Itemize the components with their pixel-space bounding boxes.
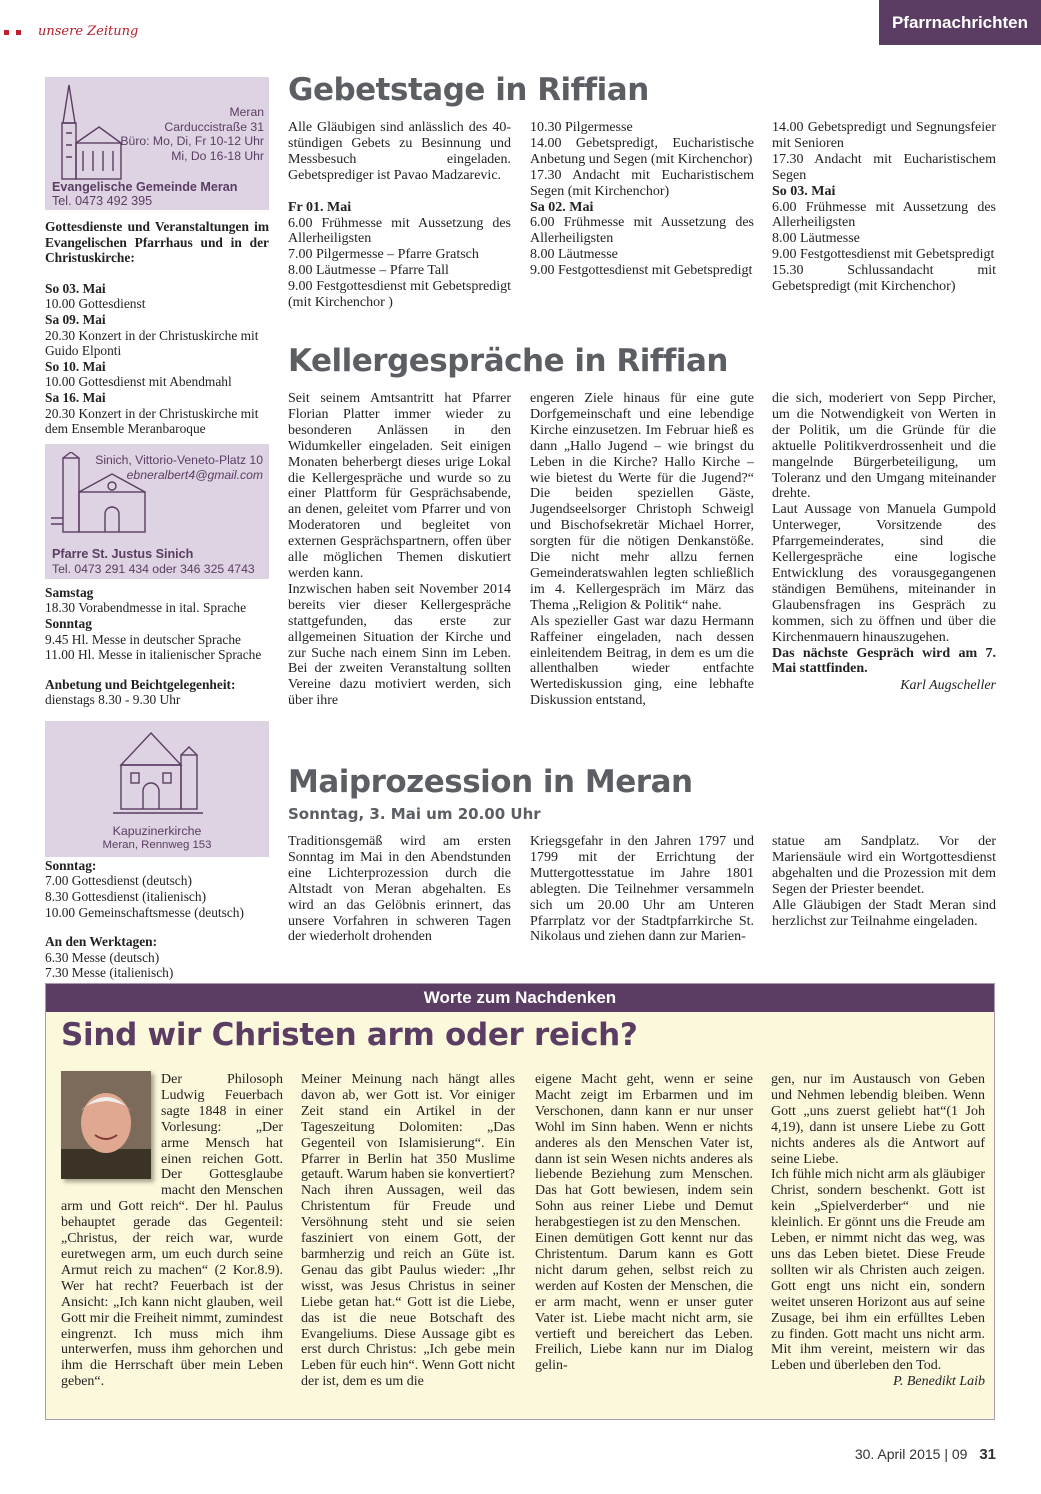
schedule-item: 20.30 Konzert in der Christuskirche mit Guido Elponti xyxy=(45,327,259,359)
article-paragraph: engeren Ziele hinaus für eine gute Dorfgemeinschaft und eine lebendige Kirche einzusetzen. Im Februar hieß es dann „Hallo Jugend – wie bringst du Leben in die Kirche? Hallo Kirche – wie bietest du Werte für die Jugend?“ Die beiden speziellen Gäste, Jugendseelsorger Christoph Schweigl und Bischofsekretär Michael Horrer, sorgten für die nötigen Denkanstöße. Die nicht mehr allzu fernen Gemeinderatswahlen legten schließlich im 4. Kellergespräch im März das Thema „Religion & Politik“ nahe. xyxy=(530,391,754,613)
schedule-day: Sonntag xyxy=(45,615,92,631)
article-subtitle: Sonntag, 3. Mai um 20.00 Uhr xyxy=(288,805,541,823)
article-kellergespraeche xyxy=(288,343,996,743)
parish-phone: Tel. 0473 492 395 xyxy=(52,194,153,208)
article-column xyxy=(772,120,996,295)
article-paragraph: Traditionsgemäß wird am ersten Sonntag im Mai in den Abendstunden eine Lichterprozession durch die Altstadt von Meran abgehalten. Es wird an das Gelöbnis erinnert, das unsere Vorfahren in schweren Tagen der wiederholt drohenden xyxy=(288,834,511,945)
schedule-kapuziner xyxy=(45,858,269,981)
box-title: Sind wir Christen arm oder reich? xyxy=(61,1017,638,1053)
footer xyxy=(800,1446,996,1463)
article-paragraph: Einen demütigen Gott kennt nur das Christentum. Darum kann es Gott nicht darum gehen, selbst reich zu werden auf Kosten der Menschen, die er arm macht, wenn er unser guter Vater ist. Liebe macht nicht arm, sie vertieft und bereichert das Leben. Freilich, Liebe kann nur im Dialog gelin- xyxy=(535,1231,753,1374)
article-title: Maiprozession in Meran xyxy=(288,764,693,800)
schedule-item: 18.30 Vorabendmesse in ital. Sprache xyxy=(45,600,247,616)
article-gebetstage xyxy=(288,72,996,322)
article-paragraph: Inzwischen haben seit November 2014 bereits vier dieser Kellergespräche stattgefunden, das erste zur allgemeinen Situation der Kirche und zur Suche nach einem Sinn im Leben. Bei der zweiten Veranstaltung sollten Vereine dazu motiviert werden, sich über ihre xyxy=(288,581,511,709)
article-title: Gebetstage in Riffian xyxy=(288,72,649,108)
schedule-item: 9.00 Festgottesdienst mit Gebetspredigt xyxy=(530,263,753,279)
article-author: Karl Augscheller xyxy=(900,678,996,694)
schedule-day: Sonntag: xyxy=(45,857,97,873)
schedule-day: Sa 16. Mai xyxy=(45,389,106,405)
schedule-day: So 10. Mai xyxy=(45,358,106,374)
logo-mark xyxy=(16,30,21,35)
parish-name: Kapuzinerkirche xyxy=(112,823,202,838)
article-paragraph: Kriegsgefahr in den Jahren 1797 und 1799 mit der Errichtung der Muttergottesstatue im Jahre 1801 ablegten. Die Teilnehmer versammeln sich um 20.00 Uhr am Unteren Pfarrplatz vor der Stadtpfarrkirche St. Nikolaus und ziehen dann zur Marien- xyxy=(530,834,754,945)
schedule-item: 10.00 Gottesdienst xyxy=(45,296,146,312)
schedule-item: 9.00 Festgottesdienst mit Gebetspredigt (mit Kirchenchor ) xyxy=(288,279,511,311)
article-maiprozession xyxy=(288,764,996,964)
parish-name: Evangelische Gemeinde Meran xyxy=(52,180,238,194)
email-line: ebneralbert4@gmail.com xyxy=(126,467,263,482)
schedule-item: 17.30 Andacht mit Eucharistischem Segen xyxy=(772,151,996,183)
article-column xyxy=(530,120,754,279)
parish-address: Meran, Rennweg 153 xyxy=(102,838,212,851)
address-line: Carduccistraße 31 xyxy=(164,119,264,134)
schedule-item: 10.00 Gemeinschaftsmesse (deutsch) xyxy=(45,904,244,920)
footer-date: 30. April 2015 | 09 xyxy=(854,1446,968,1462)
article-paragraph: Ich fühle mich nicht arm als gläubiger Christ, sondern beschenkt. Gott ist kein „Spielverderber“ und nie kleinlich. Er gönnt uns die Freude am Leben, er nimmt nicht das weg, was uns das Leben bietet. Diese Freude sollten wir als Christen auch zeigen. Gott engt uns nicht ein, sondern weitet unseren Horizont aus auf seine Zusage, bei ihm ein erfülltes Leben zu finden. Gott macht uns nicht arm. Mit ihm vereint, meistern wir das Leben und überleben den Tod. xyxy=(771,1167,985,1374)
article-paragraph: Alle Gläubigen sind anlässlich des 40-stündigen Gebets zu Besinnung und Messbesuch eingeladen. Gebetsprediger ist Pavao Madzarevic. xyxy=(288,120,511,183)
church-icon xyxy=(113,725,203,817)
address-line: Meran xyxy=(229,105,264,119)
schedule-day: An den Werktagen: xyxy=(45,934,158,950)
schedule-day: Sa 02. Mai xyxy=(530,199,594,215)
article-paragraph: gen, nur im Austausch von Geben und Nehmen lebendig bleiben. Wenn Gott „uns zuerst geliebt hat“(1 Joh 4,19), dann ist unsere Liebe zu Gott nichts anderes als die Antwort auf seine Liebe. xyxy=(771,1072,985,1167)
box-column xyxy=(61,1072,283,1390)
schedule-item: 14.00 Gebetspredigt und Segnungsfeier mit Senioren xyxy=(772,120,996,151)
article-author: P. Benedikt Laib xyxy=(893,1374,985,1390)
logo-mark xyxy=(4,30,9,35)
article-paragraph: Das nächste Gespräch wird am 7. Mai stattfinden. xyxy=(772,645,996,677)
article-paragraph: Meiner Meinung nach hängt alles davon ab, wer Gott ist. Vor einiger Zeit stand ein Artikel in der Tageszeitung Dolomiten: „Das Gegenteil von Islamisierung“. Ein Pfarrer in Berlin hat 350 Muslime getauft. Warum haben sie konvertiert? Nach ihren Aussagen, weil das Christentum für Freude und Versöhnung steht und sie seien fasziniert von einem Gott, der barmherzig und reich an Güte ist. Genau das gibt Paulus wieder: „Ihr wisst, was Jesus Christus in seiner Liebe getan hat.“ Gott ist die Liebe, das ist die neue Botschaft des Evangeliums. Diese Aussage gibt es erst durch Christus: „Ich gebe mein Leben für euch hin“. Wenn Gott nicht der ist, dem es um die xyxy=(301,1072,515,1390)
schedule-item: 7.30 Messe (italienisch) xyxy=(45,965,174,981)
article-column xyxy=(288,391,511,709)
article-column xyxy=(288,120,511,311)
info-box-sinich xyxy=(45,444,269,579)
schedule-item: 17.30 Andacht mit Eucharistischem Segen (mit Kirchenchor) xyxy=(530,167,754,199)
parish-name: Pfarre St. Justus Sinich xyxy=(52,546,194,561)
schedule-item: 14.00 Gebetspredigt, Eucharistische Anbetung und Segen (mit Kirchenchor) xyxy=(530,135,754,167)
box-column xyxy=(771,1072,985,1390)
photo-spacer xyxy=(61,1072,161,1197)
schedule-item: 9.00 Festgottesdienst mit Gebetspredigt xyxy=(772,247,995,263)
schedule-evangelisch xyxy=(45,219,269,437)
schedule-intro: Gottesdienste und Veranstaltungen im Evangelischen Pfarrhaus und in der Christuskirche: xyxy=(45,219,269,266)
church-icon xyxy=(51,83,123,183)
schedule-item: 6.00 Frühmesse mit Aussetzung des Allerheiligsten xyxy=(530,215,754,247)
article-paragraph: Der Philosoph Ludwig Feuerbach sagte 1848 in einer Vorlesung: „Der arme Mensch hat einen reichen Gott. Der Gottesglaube macht den Menschen arm und Gott reich“. Der hl. Paulus behauptet gerade das Gegenteil: „Christus, der reich war, wurde euretwegen arm, um euch durch seine Armut reich zu machen“ (2 Kor.8.9). Wer hat recht? Feuerbach ist der Ansicht: „Ich kann nicht glauben, weil Gott mir die Freiheit nimmt, zumindest eingrenzt. Ich muss mich ihm unterwerfen, muss ihm gehorchen und ihm die Herrschaft über mein Leben geben“. xyxy=(61,1072,283,1390)
schedule-item: 9.45 Hl. Messe in deutscher Sprache xyxy=(45,631,241,647)
address-line: Sinich, Vittorio-Veneto-Platz 10 xyxy=(95,452,263,467)
schedule-item: 6.00 Frühmesse mit Aussetzung des Allerheiligsten xyxy=(772,199,996,231)
info-box-kapuziner xyxy=(45,721,269,857)
article-paragraph: die sich, moderiert von Sepp Pircher, um die Notwendigkeit von Werten in der Politik, um die Gründe für die aktuelle Politikverdrossenheit und die mangelnde Bürgerbeteiligung, um Toleranz und den Umgang miteinander drehte. xyxy=(772,391,996,502)
article-column xyxy=(772,834,996,929)
schedule-item: 10.30 Pilgermesse xyxy=(530,120,633,135)
schedule-day: Samstag xyxy=(45,584,94,600)
section-tag: Pfarrnachrichten xyxy=(879,0,1041,45)
article-title: Kellergespräche in Riffian xyxy=(288,343,728,379)
schedule-day: Sa 09. Mai xyxy=(45,311,106,327)
article-column xyxy=(288,834,511,945)
article-paragraph: Alle Gläubigen der Stadt Meran sind herzlichst zur Teilnahme eingeladen. xyxy=(772,897,996,929)
schedule-item: 7.00 Gottesdienst (deutsch) xyxy=(45,873,192,889)
schedule-item: 8.00 Läutmesse – Pfarre Tall xyxy=(288,263,449,279)
schedule-sinich xyxy=(45,585,269,708)
article-paragraph: statue am Sandplatz. Vor der Mariensäule wird ein Wortgottesdienst abgehalten und die Prozession mit dem Segen der Priester beendet. xyxy=(772,834,996,897)
schedule-item: dienstags 8.30 - 9.30 Uhr xyxy=(45,692,181,708)
schedule-day: Anbetung und Beichtgelegenheit: xyxy=(45,676,236,692)
schedule-item: 6.30 Messe (deutsch) xyxy=(45,949,160,965)
schedule-day: Fr 01. Mai xyxy=(288,199,352,215)
schedule-item: 8.00 Läutmesse xyxy=(530,247,618,263)
page-number: 31 xyxy=(979,1446,996,1463)
article-column xyxy=(530,391,754,709)
reflection-box xyxy=(45,983,995,1420)
article-paragraph: eigene Macht geht, wenn er seine Macht zeigt im Erbarmen und im Verschonen, dann kann er nur unser Wohl im Sinn haben. Wenn er nichts anderes als den Menschen Vater ist, dann ist sein Wesen nichts anderes als liebende Beziehung zum Menschen. Das hat Gott bewiesen, indem sein Sohn aus reiner Liebe und Demut herabgestiegen ist zu den Menschen. xyxy=(535,1072,753,1231)
logo xyxy=(2,24,139,48)
box-column xyxy=(535,1072,753,1374)
info-box-evangelisch xyxy=(45,77,269,210)
schedule-item: 8.00 Läutmesse xyxy=(772,231,860,247)
parish-phone: Tel. 0473 291 434 oder 346 325 4743 xyxy=(52,561,255,576)
sidebar xyxy=(45,77,269,981)
article-paragraph: Als spezieller Gast war dazu Hermann Raffeiner eingeladen, nach dessen einleitendem Beitrag, in dem es um die allenthalben wieder entfachte Wertediskussion ging, eine lebhafte Diskussion entstand, xyxy=(530,613,754,709)
schedule-item: 8.30 Gottesdienst (italienisch) xyxy=(45,889,207,905)
box-column xyxy=(301,1072,515,1390)
schedule-item: 11.00 Hl. Messe in italienischer Sprache xyxy=(45,647,262,663)
article-column xyxy=(772,391,996,694)
article-column xyxy=(530,834,754,945)
article-paragraph: Laut Aussage von Manuela Gumpold Unterweger, Vorsitzende des Pfarrgemeinderates, sind die Kellergespräche eine logische Entwicklung des vorausgegangenen ständigen Bemühens, miteinander in Glaubensfragen ins Gespräch zu kommen, sich zu öffnen und über die Kirchenmauern hinauszugehen. xyxy=(772,502,996,645)
schedule-item: 6.00 Frühmesse mit Aussetzung des Allerheiligsten xyxy=(288,215,511,247)
office-hours: Mi, Do 16-18 Uhr xyxy=(171,148,264,163)
schedule-day: So 03. Mai xyxy=(772,183,836,199)
schedule-item: 7.00 Pilgermesse – Pfarre Gratsch xyxy=(288,247,479,263)
box-banner: Worte zum Nachdenken xyxy=(46,984,994,1012)
article-paragraph: Seit seinem Amtsantritt hat Pfarrer Florian Platter immer wieder zu besonderen Anlässen in den Widumkeller eingeladen. Seit einigen Monaten beherbergt dieses urige Lokal die Kellergespräche und wurde so zu einer Plattform für Gesprächsabende, an denen, geleitet vom Pfarrer und von Moderatoren und begleitet von externen Gesprächspartnern, offen über alle möglichen Themen diskutiert werden kann. xyxy=(288,391,511,581)
schedule-day: So 03. Mai xyxy=(45,280,106,296)
logo-text: unsere Zeitung xyxy=(38,24,139,39)
office-hours: Büro: Mo, Di, Fr 10-12 Uhr xyxy=(120,134,264,149)
schedule-item: 10.00 Gottesdienst mit Abendmahl xyxy=(45,374,232,390)
schedule-item: 15.30 Schlussandacht mit Gebetspredigt (mit Kirchenchor) xyxy=(772,263,996,295)
schedule-item: 20.30 Konzert in der Christuskirche mit dem Ensemble Meranbaroque xyxy=(45,405,259,437)
